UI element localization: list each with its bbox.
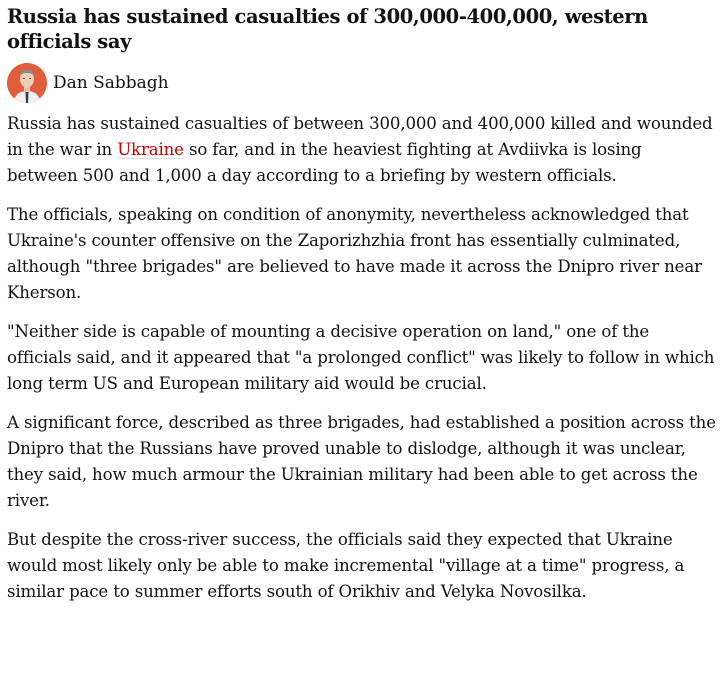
paragraph-1 [7, 111, 717, 189]
byline [7, 61, 715, 105]
paragraph-1-text-start: Russia has sustained casualties of between 300,000 and 400,000 killed and wounded in the war in [7, 114, 713, 159]
paragraph-1-text-end: so far, and in the heaviest fighting at Avdiivka is losing between 500 and 1,000 a day according to a briefing by western officials. [7, 140, 642, 185]
paragraph-2: The officials, speaking on condition of anonymity, nevertheless acknowledged that Ukraine's counter offensive on the Zaporizhzhia front has essentially culminated, although "three brigades" are believed to have made it across the Dnipro river near Kherson. [7, 205, 702, 302]
paragraph-5: But despite the cross-river success, the officials said they expected that Ukraine would most likely only be able to make incremental "village at a time" progress, a similar pace to summer efforts south of Orikhiv and Velyka Novosilka. [7, 530, 685, 601]
paragraph-3: "Neither side is capable of mounting a decisive operation on land," one of the officials said, and it appeared that "a prolonged conflict" was likely to follow in which long term US and European military aid would be crucial. [7, 322, 715, 393]
author-portrait-icon [7, 63, 47, 103]
author-avatar[interactable] [7, 63, 47, 103]
ukraine-link[interactable]: Ukraine [117, 140, 184, 159]
headline: Russia has sustained casualties of 300,000-400,000, western officials say [7, 5, 648, 53]
author-name[interactable]: Dan Sabbagh [53, 73, 169, 93]
paragraph-4: A significant force, described as three brigades, had established a position across the Dnipro that the Russians have proved unable to dislodge, although it was unclear, they said, how much armour the Ukrainian military had been able to get across the river. [7, 413, 716, 510]
